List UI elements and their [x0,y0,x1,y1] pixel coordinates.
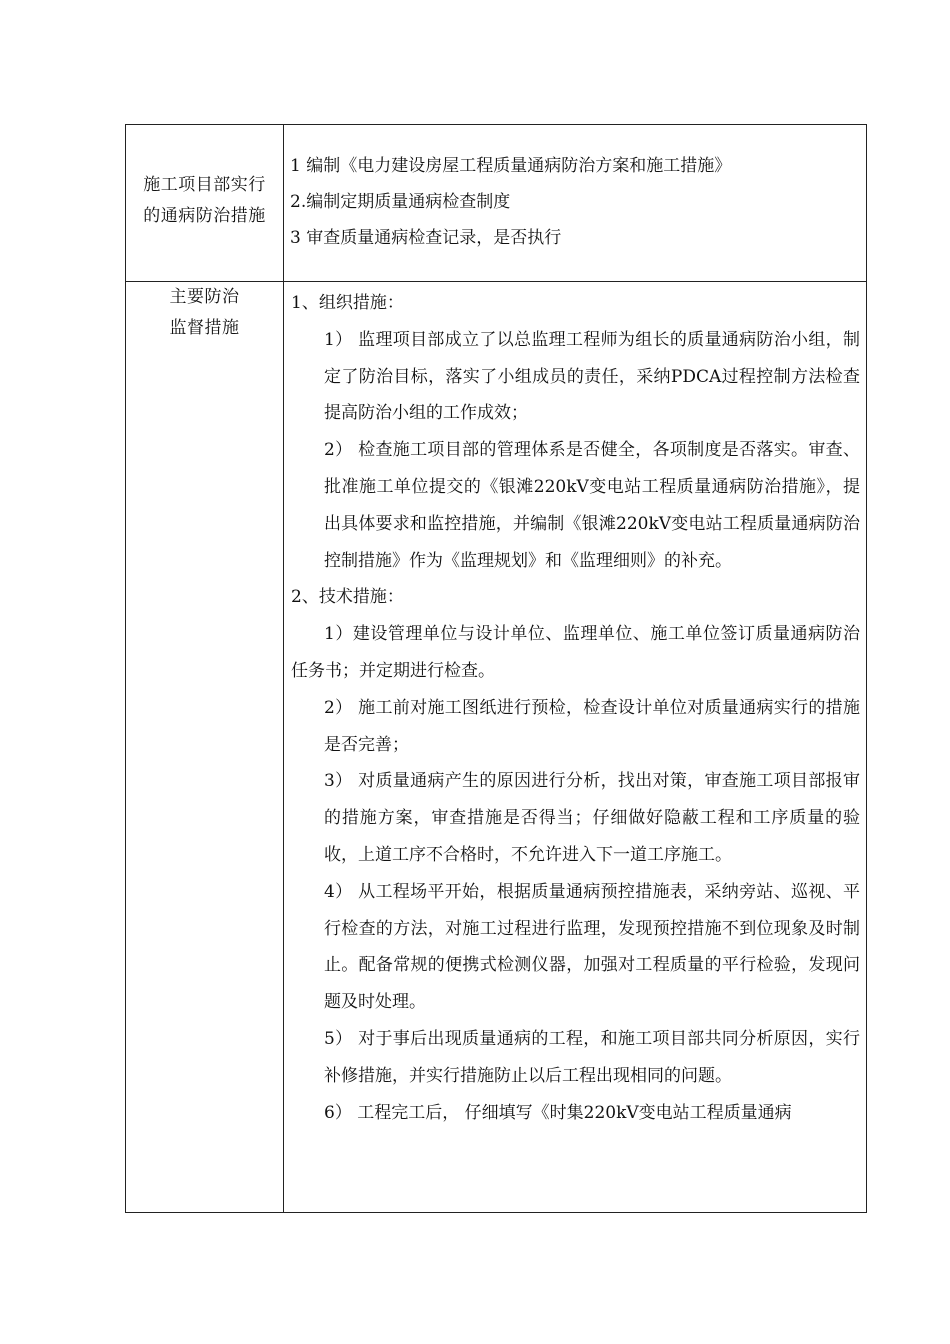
paragraph: 2） 检查施工项目部的管理体系是否健全，各项制度是否落实。审查、批准施工单位提交的《银滩220kV变电站工程质量通病防治措施》，提出具体要求和监控措施，并编制《银滩220kV变电站工程质量通病防治控制措施》作为《监理规划》和《监理细则》的补充。 [324,440,860,571]
paragraph: 2） 施工前对施工图纸进行预检，检查设计单位对质量通病实行的措施是否完善； [324,697,860,755]
row-label [126,125,283,232]
row-label-line: 监督措施 [169,318,240,338]
row-label-cell [126,125,284,282]
paragraph: 3） 对质量通病产生的原因进行分析，找出对策，审查施工项目部报审的措施方案，审查措施是否得当；仔细做好隐蔽工程和工序质量的验收，上道工序不合格时，不允许进入下一道工序施工。 [324,771,860,865]
paragraph: 5） 对于事后出现质量通病的工程，和施工项目部共同分析原因，实行补修措施，并实行措施防止以后工程出现相同的问题。 [324,1028,860,1086]
row-label-line: 主要防治 [169,287,240,307]
table-row [126,282,867,1213]
list-item: 3 审查质量通病检查记录，是否执行 [290,228,562,248]
list-item: 1 编制《电力建设房屋工程质量通病防治方案和施工措施》 [290,156,732,176]
section-heading: 2、技术措施： [291,587,404,608]
paragraph: 4） 从工程场平开始，根据质量通病预控措施表，采纳旁站、巡视、平行检查的方法，对施工过程进行监理，发现预控措施不到位现象及时制止。配备常规的便携式检测仪器，加强对工程质量的平行检验，发现问题及时处理。 [324,881,860,1013]
row-content-cell [284,125,867,282]
row-label [126,282,283,344]
measures-body [284,282,866,1131]
item-list [284,125,866,256]
row-label-cell [126,282,284,1213]
row-label-line: 的通病防治措施 [143,206,266,226]
section-heading: 1、组织措施： [291,293,404,313]
paragraph: 6） 工程完工后， 仔细填写《时集220kV变电站工程质量通病 [324,1102,792,1123]
list-item: 2.编制定期质量通病检查制度 [290,192,511,212]
row-content-cell [284,282,867,1213]
table-row [126,125,867,282]
row-label-line: 施工项目部实行 [143,175,266,195]
paragraph: 1） 监理项目部成立了以总监理工程师为组长的质量通病防治小组，制定了防治目标，落实了小组成员的责任，采纳PDCA过程控制方法检查提高防治小组的工作成效； [324,329,860,424]
paragraph: 1）建设管理单位与设计单位、监理单位、施工单位签订质量通病防治任务书；并定期进行检查。 [291,624,860,681]
measures-table [125,124,867,1213]
